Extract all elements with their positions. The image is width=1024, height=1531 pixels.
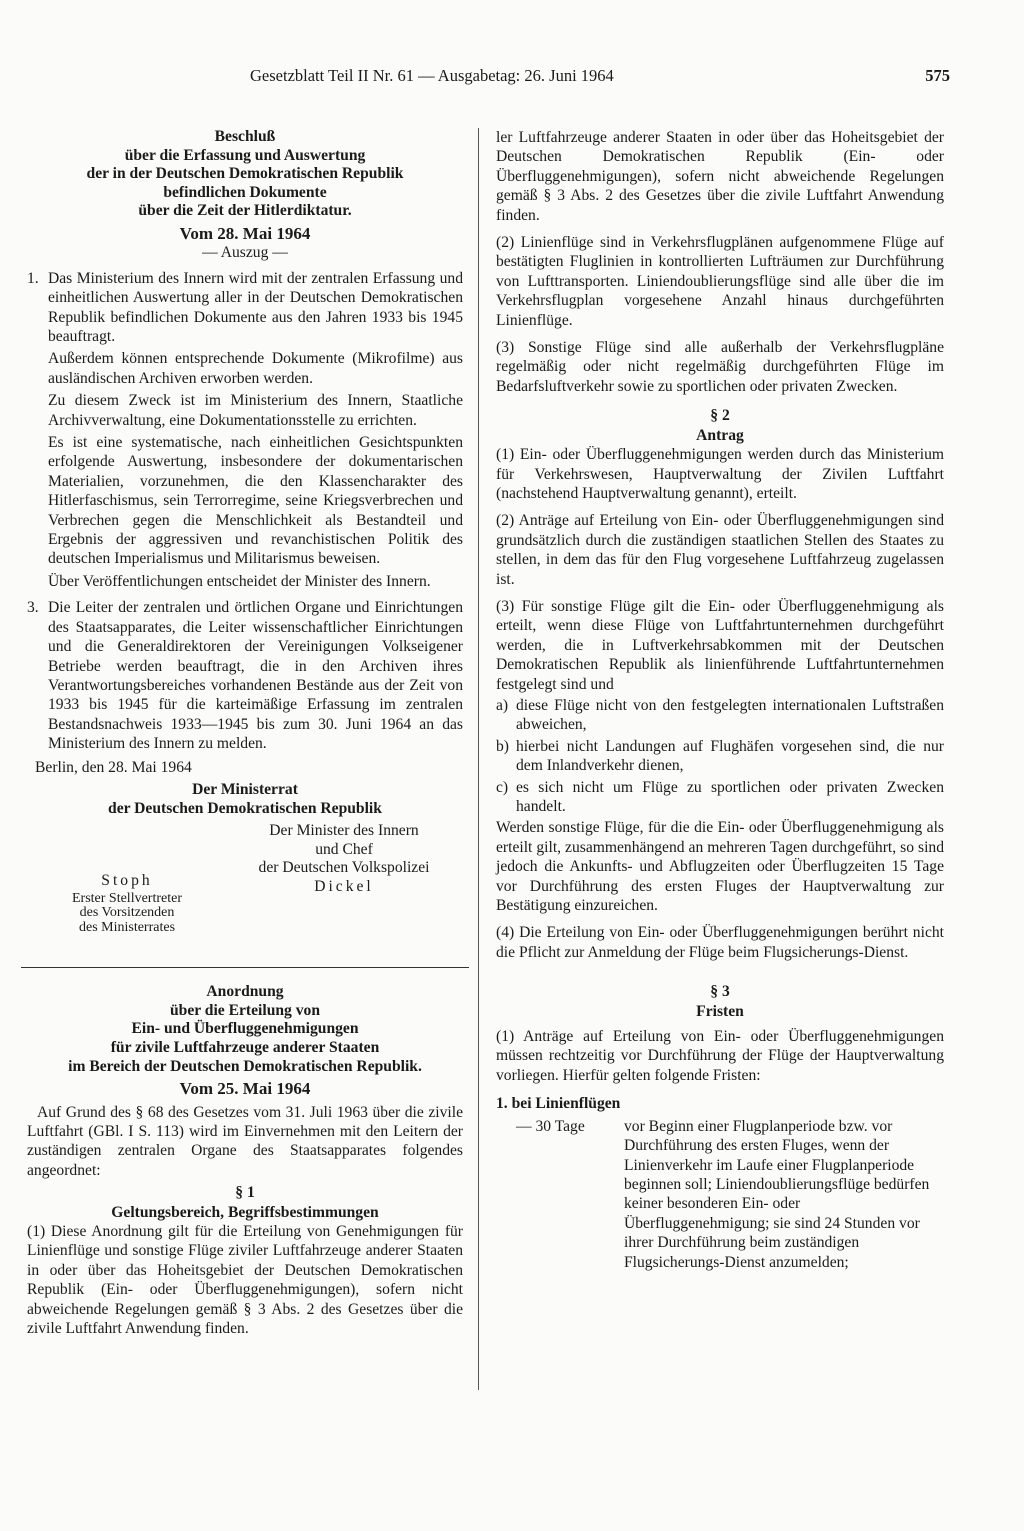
anordnung-date: Vom 25. Mai 1964 — [179, 1079, 311, 1099]
stoph-title-line: Erster Stellvertreter — [71, 890, 182, 906]
item-3 — [27, 598, 463, 753]
title-line: über die Erfassung und Auswertung — [124, 146, 366, 164]
section-separator — [21, 967, 469, 968]
left-column — [27, 128, 463, 1337]
title-line: Ein- und Überfluggenehmigungen — [131, 1020, 359, 1038]
section-2-title: Antrag — [696, 426, 744, 444]
section-2-paragraph-3b: Werden sonstige Flüge, für die die Ein- oder Überfluggenehmigung als erteilt gilt, zusammenhängend an mehreren Tagen durchgeführt, so sind jedoch die Ankunfts- und Abflugzeiten oder Überflugzeiten 15 Tage vor Durchführung des ersten Fluges der Hauptverwaltung zur Bestätigung einzureichen. — [496, 819, 944, 915]
section-2-paragraph-4: (4) Die Erteilung von Ein- oder Überfluggenehmigungen berührt nicht die Pflicht zur Anmeldung der Flüge beim Flugsicherungs-Dienst. — [496, 924, 944, 961]
column-divider — [478, 128, 479, 1390]
signatures — [27, 818, 463, 950]
title-line: über die Zeit der Hitlerdiktatur. — [138, 202, 352, 220]
minister-name: Dickel — [314, 877, 374, 895]
section-1-paragraph-1-continued: ler Luftfahrzeuge anderer Staaten in oder über das Hoheitsgebiet der Deutschen Demokratischen Republik (Ein- oder Überfluggenehmigungen), sofern nicht abweichende Regelungen gemäß § 3 Abs. 2 des Gesetzes über die zivile Luftfahrt Anwendung finden. — [496, 129, 944, 224]
anordnung-title — [27, 983, 463, 1076]
item-1-paragraph-3: Zu diesem Zweck ist im Ministerium des Innern, Staatliche Archivverwaltung, eine Dokumentationsstelle zu errichten. — [48, 392, 463, 429]
title-line: im Bereich der Deutschen Demokratischen Republik. — [68, 1057, 422, 1075]
list-label: a) — [496, 696, 509, 714]
item-3-text: Die Leiter der zentralen und örtlichen Organe und Einrichtungen des Staatsapparates, die Leiter wissenschaftlicher Einrichtungen und die Generaldirektoren der Vereinigungen Volkseigener Betriebe werden beauftragt, die in den Archiven ihres Verantwortungsbereiches vorhandenen Bestände aus der Zeit von 1933 bis 1945 für die karteimäßige Erfassung im zentralen Bestandsnachweis 1933—1945 bis zum 30. Juni 1964 an das Ministerium des Innern zu melden. — [48, 599, 463, 753]
title-line: der in der Deutschen Demokratischen Republik — [86, 165, 404, 183]
list-label: b) — [496, 737, 509, 755]
stoph-title-line: des Vorsitzenden — [79, 905, 175, 921]
header-line: Gesetzblatt Teil II Nr. 61 — Ausgabetag: 26. Juni 1964 — [250, 66, 614, 85]
section-3-number: § 3 — [710, 983, 730, 1001]
section-1-title: Geltungsbereich, Begriffsbestimmungen — [111, 1203, 379, 1221]
section-2-paragraph-3: (3) Für sonstige Flüge gilt die Ein- oder Überfluggenehmigung als erteilt, wenn diese Flüge von Luftfahrtunternehmen durchgeführt werden, die in Luftverkehrsabkommen mit der Deutschen Demokratischen Republik als linienführende Luftfahrtunternehmen festgelegt sind und — [496, 597, 944, 693]
list-item-a — [496, 696, 944, 735]
council-line: der Deutschen Demokratischen Republik — [108, 799, 382, 817]
list-item-b — [496, 737, 944, 776]
deadline-label: — 30 Tage — [516, 1117, 585, 1135]
section-3-deadline-row — [496, 1117, 944, 1272]
minister-signature — [222, 822, 466, 896]
list-text: diese Flüge nicht von den festgelegten internationalen Luftstraßen abweichen, — [516, 696, 944, 734]
beschluss-title — [27, 128, 463, 221]
beschluss-date: Vom 28. Mai 1964 — [179, 223, 311, 243]
minister-title-line: und Chef — [315, 840, 373, 858]
excerpt-note: — Auszug — — [202, 244, 288, 262]
item-1-text: Das Ministerium des Innern wird mit der zentralen Erfassung und einheitlichen Auswertung aller in der Deutschen Demokratischen Republik befindlichen Dokumente aus den Jahren 1933 bis 1945 beauftragt. — [48, 269, 463, 345]
section-3-paragraph-1: (1) Anträge auf Erteilung von Ein- oder Überfluggenehmigungen müssen rechtzeitig vor Durchführung der Flüge der Hauptverwaltung vorliegen. Hierfür gelten folgende Fristen: — [496, 1028, 944, 1084]
title-line: befindlichen Dokumente — [163, 183, 327, 201]
page-header — [250, 66, 950, 90]
minister-title-line: Der Minister des Innern — [269, 822, 419, 840]
section-1-paragraph-1: (1) Diese Anordnung gilt für die Erteilung von Genehmigungen für Linienflüge und sonstige Flüge ziviler Luftfahrzeuge anderer Staaten in oder über das Hoheitsgebiet der Deutschen Demokratischen Republik (Ein- oder Überfluggenehmigungen), sofern nicht abweichende Regelungen gemäß § 3 Abs. 2 des Gesetzes über die zivile Luftfahrt Anwendung finden. — [27, 1222, 463, 1337]
section-1-paragraph-2: (2) Linienflüge sind in Verkehrsflugplänen aufgenommene Flüge auf bestätigten Fluglinien in kontrollierten Lufträumen zur Durchführung von Lufttransporten. Liniendoublierungsflüge sind alle über die im Verkehrsflugplan vorgesehene Anzahl hinaus durchgeführten Linienflüge. — [496, 234, 944, 329]
section-2-number: § 2 — [710, 407, 730, 425]
section-2-paragraph-2: (2) Anträge auf Erteilung von Ein- oder Überfluggenehmigungen sind grundsätzlich durch die zuständigen staatlichen Stellen des Staates zu stellen, in dem das für den Flug vorgesehene Luftfahrzeug zugelassen ist. — [496, 512, 944, 588]
list-text: es sich nicht um Flüge zu sportlichen oder privaten Zwecken handelt. — [516, 778, 944, 815]
title-line: Beschluß — [214, 128, 276, 145]
list-item-c — [496, 778, 944, 817]
item-number: 3. — [27, 599, 39, 617]
stoph-name: Stoph — [101, 872, 153, 890]
right-column — [496, 128, 944, 1272]
title-line: für zivile Luftfahrzeuge anderer Staaten — [110, 1038, 380, 1056]
item-1 — [27, 269, 463, 592]
council-signature-block — [27, 781, 463, 818]
preamble: Auf Grund des § 68 des Gesetzes vom 31. Juli 1963 über die zivile Luftfahrt (GBl. I S. 113) wird im Einvernehmen mit den Leitern der zuständigen zentralen Organe des Staatsapparates folgendes angeordnet: — [27, 1103, 463, 1179]
section-1-number: § 1 — [235, 1184, 255, 1202]
section-3-title: Fristen — [696, 1002, 744, 1020]
list-label: c) — [496, 778, 509, 796]
title-line: über die Erteilung von — [169, 1001, 321, 1019]
section-3-list-item-1: 1. bei Linienflügen — [496, 1095, 621, 1113]
title-line: Anordnung — [206, 983, 284, 1001]
place-date: Berlin, den 28. Mai 1964 — [35, 758, 192, 776]
item-1-paragraph-5: Über Veröffentlichungen entscheidet der Minister des Innern. — [48, 572, 431, 590]
item-number: 1. — [27, 269, 39, 287]
section-2-paragraph-1: (1) Ein- oder Überfluggenehmigungen werden durch das Ministerium für Verkehrswesen, Hauptverwaltung der Zivilen Luftfahrt (nachstehend Hauptverwaltung genannt), erteilt. — [496, 446, 944, 502]
council-line: Der Ministerrat — [192, 780, 298, 798]
minister-title-line: der Deutschen Volkspolizei — [258, 859, 430, 877]
section-1-paragraph-3: (3) Sonstige Flüge sind alle außerhalb der Verkehrsflugpläne regelmäßig oder nicht regelmäßig durchgeführten Flüge im Bedarfsluftverkehr sowie zu sportlichen oder privaten Zwecken. — [496, 339, 944, 395]
item-1-paragraph-2: Außerdem können entsprechende Dokumente (Mikrofilme) aus ausländischen Archiven erworben werden. — [48, 350, 463, 387]
item-1-paragraph-4: Es ist eine systematische, nach einheitlichen Gesichtspunkten erfolgende Auswertung, insbesondere der dokumentarischen Materialien, vorzunehmen, die den Klassencharakter des Hitlerfaschismus, sein Terrorregime, seine Kriegsverbrechen und Verbrechen gegen die Menschlichkeit als Bestandteil und Ergebnis der aggressiven und revanchistischen Politik des deutschen Imperialismus und Militarismus beweisen. — [48, 434, 463, 568]
page-number: 575 — [925, 66, 950, 85]
stoph-title-line: des Ministerrates — [78, 919, 176, 935]
stoph-signature — [27, 872, 227, 935]
list-text: hierbei nicht Landungen auf Flughäfen vorgesehen sind, die nur dem Inlandverkehr dienen, — [516, 737, 944, 775]
deadline-text: vor Beginn einer Flugplanperiode bzw. vor Durchführung des ersten Fluges, wenn der Linienverkehr im Laufe einer Flugplanperiode beginnen soll; Liniendoublierungsflüge bedürfen keiner besonderen Ein- oder Überfluggenehmigung; sie sind 24 Stunden vor ihrer Durchführung beim zuständigen Flugsicherungs-Dienst anzumelden; — [624, 1117, 930, 1271]
